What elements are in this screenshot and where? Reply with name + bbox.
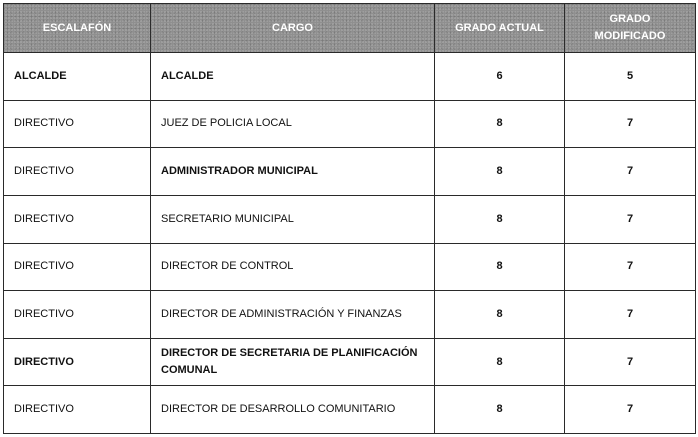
header-escalafon: ESCALAFÓN [4, 4, 151, 53]
grades-table-container [3, 3, 695, 434]
table-row [4, 148, 696, 196]
cell-escalafon: DIRECTIVO [4, 100, 151, 148]
cell-grado-actual: 8 [435, 338, 565, 386]
cell-grado-modificado: 7 [565, 148, 696, 196]
cell-cargo: JUEZ DE POLICIA LOCAL [151, 100, 435, 148]
cell-grado-actual: 8 [435, 291, 565, 339]
cell-grado-modificado: 5 [565, 53, 696, 101]
cell-escalafon: DIRECTIVO [4, 195, 151, 243]
cell-escalafon: DIRECTIVO [4, 148, 151, 196]
cell-grado-actual: 8 [435, 386, 565, 434]
table-row [4, 386, 696, 434]
cell-cargo: ADMINISTRADOR MUNICIPAL [151, 148, 435, 196]
grades-table [3, 3, 696, 434]
cell-cargo: SECRETARIO MUNICIPAL [151, 195, 435, 243]
table-row [4, 100, 696, 148]
cell-escalafon: ALCALDE [4, 53, 151, 101]
cell-cargo: DIRECTOR DE ADMINISTRACIÓN Y FINANZAS [151, 291, 435, 339]
cell-grado-actual: 8 [435, 148, 565, 196]
cell-escalafon: DIRECTIVO [4, 243, 151, 291]
cell-grado-modificado: 7 [565, 195, 696, 243]
cell-escalafon: DIRECTIVO [4, 291, 151, 339]
cell-grado-modificado: 7 [565, 100, 696, 148]
table-row [4, 291, 696, 339]
cell-grado-actual: 8 [435, 195, 565, 243]
table-row [4, 243, 696, 291]
cell-grado-modificado: 7 [565, 386, 696, 434]
cell-grado-actual: 8 [435, 100, 565, 148]
table-row [4, 53, 696, 101]
cell-escalafon: DIRECTIVO [4, 338, 151, 386]
table-row [4, 338, 696, 386]
cell-grado-modificado: 7 [565, 291, 696, 339]
table-header-row [4, 4, 696, 53]
cell-cargo: DIRECTOR DE DESARROLLO COMUNITARIO [151, 386, 435, 434]
cell-cargo: DIRECTOR DE SECRETARIA DE PLANIFICACIÓN COMUNAL [151, 338, 435, 386]
cell-grado-modificado: 7 [565, 338, 696, 386]
cell-cargo: ALCALDE [151, 53, 435, 101]
header-cargo: CARGO [151, 4, 435, 53]
cell-cargo: DIRECTOR DE CONTROL [151, 243, 435, 291]
cell-grado-actual: 8 [435, 243, 565, 291]
header-grado-modificado: GRADO MODIFICADO [565, 4, 696, 53]
cell-escalafon: DIRECTIVO [4, 386, 151, 434]
cell-grado-modificado: 7 [565, 243, 696, 291]
cell-grado-actual: 6 [435, 53, 565, 101]
table-row [4, 195, 696, 243]
header-grado-actual: GRADO ACTUAL [435, 4, 565, 53]
